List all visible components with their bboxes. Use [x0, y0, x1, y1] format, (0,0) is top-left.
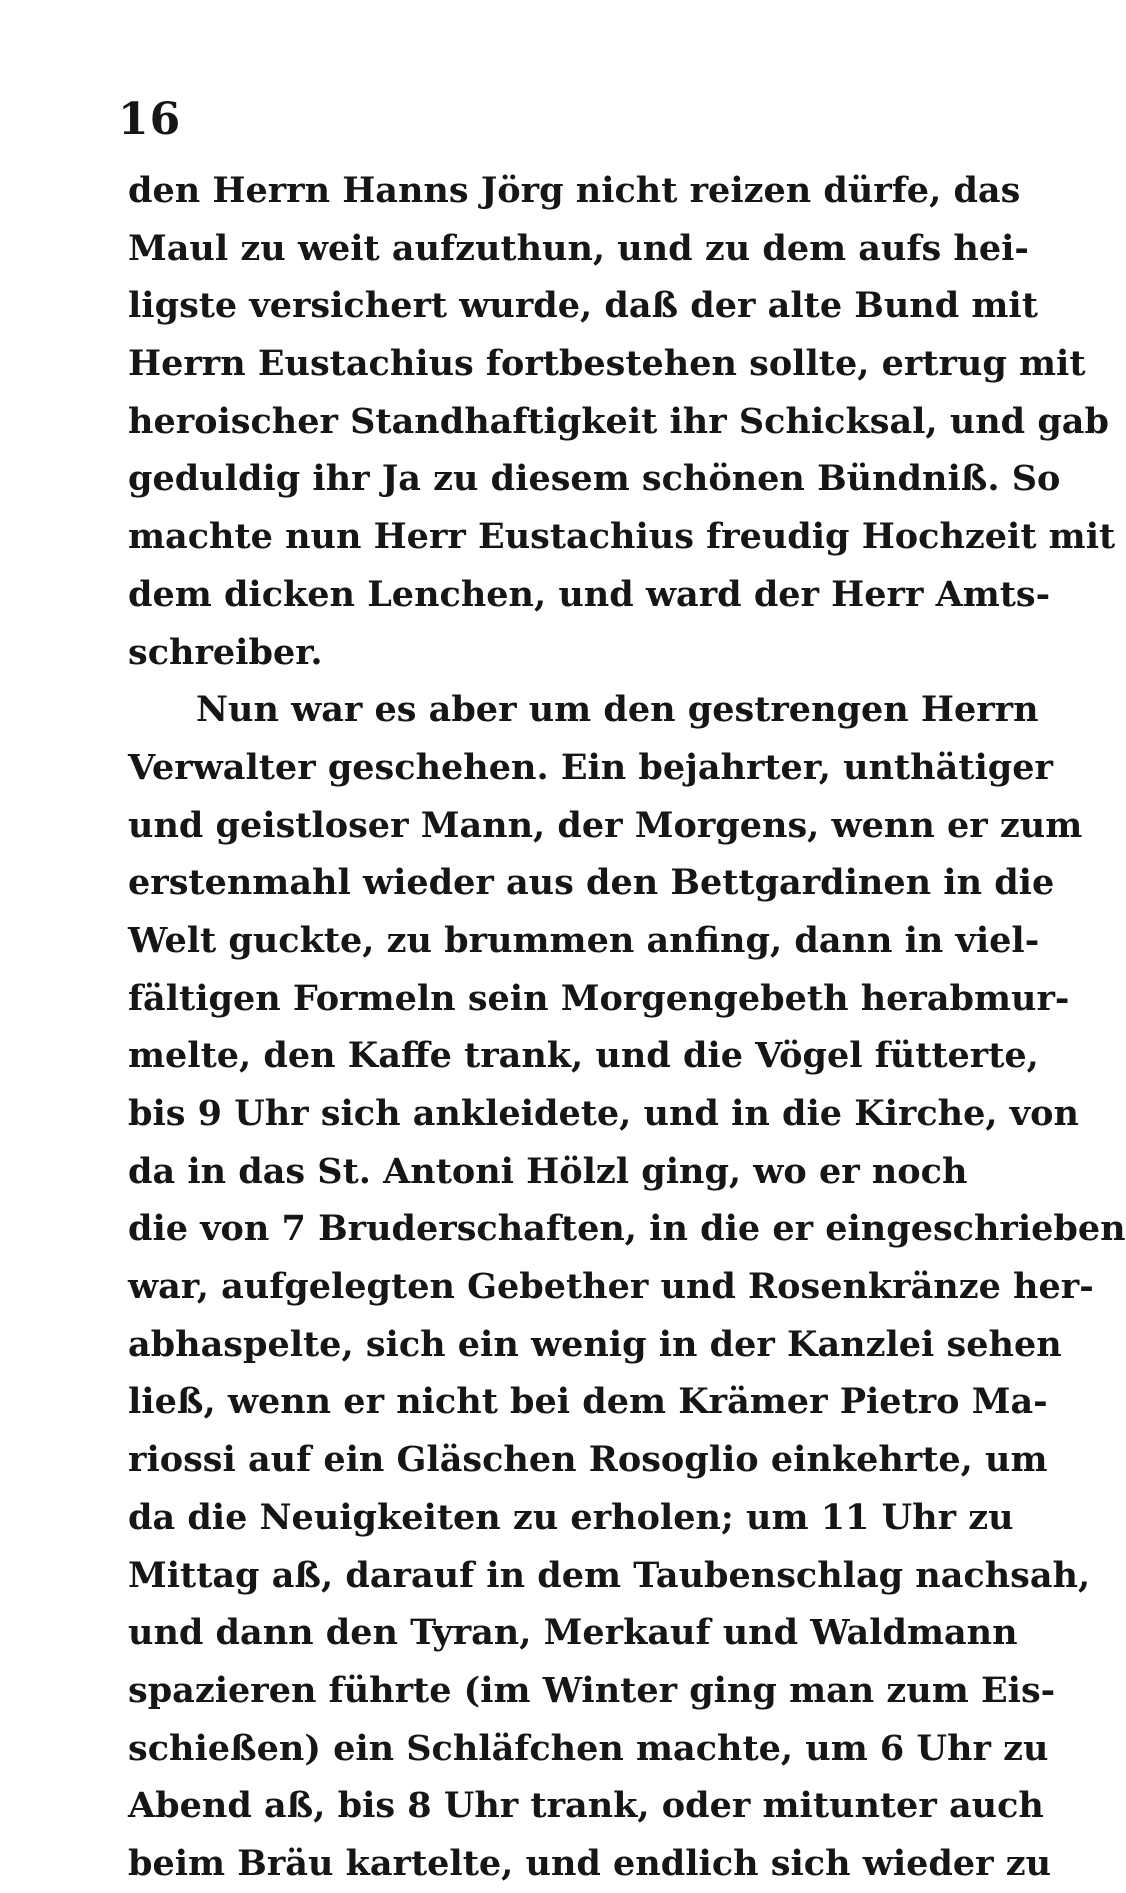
text-line: schreiber. [128, 631, 323, 673]
text-line: und dann den Tyran, Merkauf und Waldmann [128, 1612, 1018, 1654]
text-line: Maul zu weit aufzuthun, und zu dem aufs hei- [128, 227, 1029, 269]
text-line: die von 7 Bruderschaften, in die er eingeschrieben [128, 1208, 1126, 1250]
text-line: Nun war es aber um den gestrengen Herrn [196, 689, 1039, 731]
page-number: 16 [118, 94, 182, 145]
text-line: und geistloser Mann, der Morgens, wenn er zum [128, 804, 1083, 846]
body-text [128, 162, 1126, 1893]
text-line: dem dicken Lenchen, und ward der Herr Amts- [128, 573, 1051, 615]
text-line: machte nun Herr Eustachius freudig Hochzeit mit [128, 516, 1116, 558]
text-line: den Herrn Hanns Jörg nicht reizen dürfe, das [128, 170, 1021, 211]
text-line: Verwalter geschehen. Ein bejahrter, unthätiger [128, 746, 1053, 788]
text-line: heroischer Standhaftigkeit ihr Schicksal, und gab [128, 400, 1109, 442]
text-line: erstenmahl wieder aus den Bettgardinen in die [128, 862, 1055, 904]
text-line: geduldig ihr Ja zu diesem schönen Bündniß. So [128, 458, 1061, 500]
text-line: riossi auf ein Gläschen Rosoglio einkehrte, um [128, 1439, 1048, 1481]
text-line: melte, den Kaffe trank, und die Vögel fütterte, [128, 1035, 1039, 1077]
text-line: schießen) ein Schläfchen machte, um 6 Uhr zu [128, 1727, 1049, 1769]
text-line: fältigen Formeln sein Morgengebeth herabmur- [128, 977, 1070, 1019]
text-line: da die Neuigkeiten zu erholen; um 11 Uhr zu [128, 1496, 1014, 1538]
text-line: spazieren führte (im Winter ging man zum Eis- [128, 1669, 1056, 1711]
text-line: ließ, wenn er nicht bei dem Krämer Pietro Ma- [128, 1381, 1048, 1423]
text-line: Abend aß, bis 8 Uhr trank, oder mitunter auch [128, 1785, 1044, 1827]
text-line: abhaspelte, sich ein wenig in der Kanzlei sehen [128, 1323, 1062, 1365]
text-line: da in das St. Antoni Hölzl ging, wo er noch [128, 1150, 968, 1192]
text-line: Welt guckte, zu brummen anfing, dann in viel- [128, 919, 1040, 961]
text-line: war, aufgelegten Gebether und Rosenkränze her- [128, 1266, 1094, 1308]
text-line: beim Bräu kartelte, und endlich sich wieder zu [128, 1842, 1052, 1884]
text-line: bis 9 Uhr sich ankleidete, und in die Kirche, von [128, 1093, 1079, 1134]
text-line: Mittag aß, darauf in dem Taubenschlag nachsah, [128, 1554, 1091, 1596]
text-line: Herrn Eustachius fortbestehen sollte, ertrug mit [128, 343, 1086, 385]
text-line: ligste versichert wurde, daß der alte Bund mit [128, 285, 1038, 327]
